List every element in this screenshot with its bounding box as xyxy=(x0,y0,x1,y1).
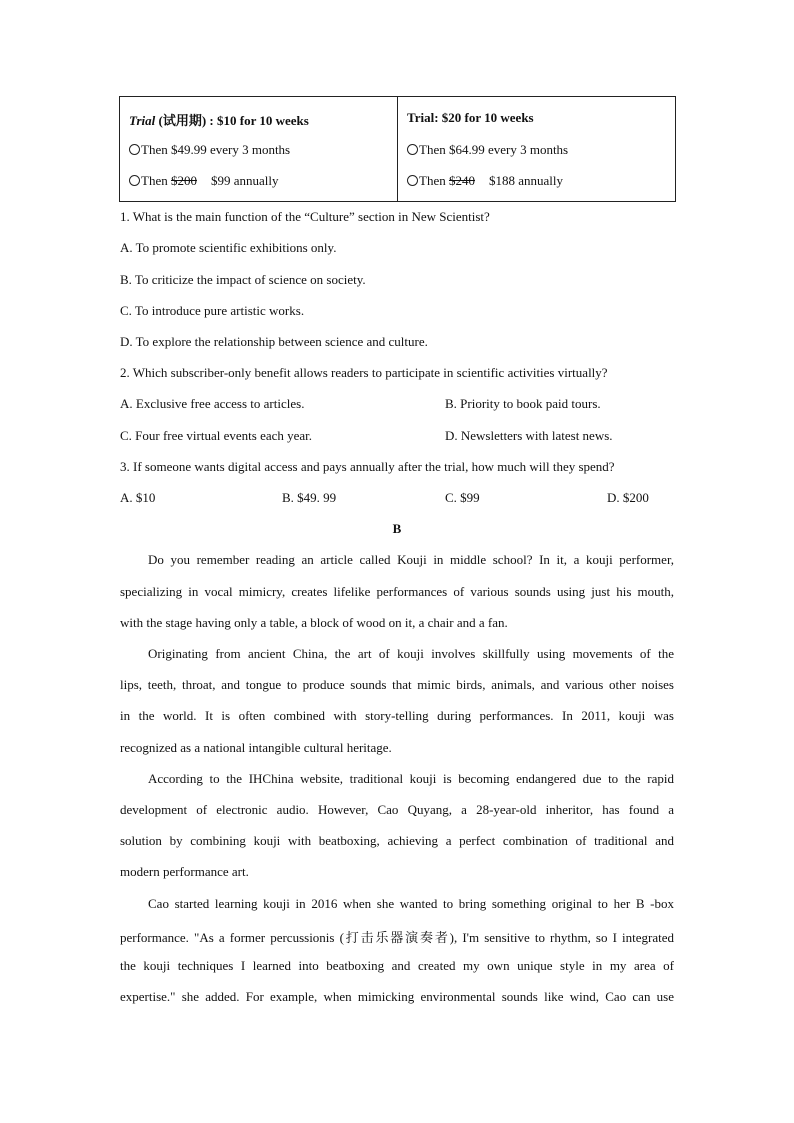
plan-heading-trial: Trial xyxy=(129,113,156,128)
answer-option: B. $49. 99 xyxy=(282,490,337,505)
passage-line: lips, teeth, throat, and tongue to produce sounds that mimic birds, animals, and various other noises xyxy=(120,677,674,692)
answer-option: C. $99 xyxy=(445,490,480,505)
pricing-plan-left xyxy=(120,97,398,202)
passage-line: specializing in vocal mimicry, creates lifelike performances of various sounds using just his mouth, xyxy=(120,584,674,599)
answer-option: B. To criticize the impact of science on society. xyxy=(120,272,366,287)
plan-option xyxy=(407,173,563,189)
passage-line: expertise." she added. For example, when mimicking environmental sounds like wind, Cao can use xyxy=(120,989,674,1004)
answer-option: C. To introduce pure artistic works. xyxy=(120,303,305,318)
plan-heading: Trial: $20 for 10 weeks xyxy=(407,110,534,125)
plan-option-label: Then $64.99 every 3 months xyxy=(419,142,569,157)
answer-option: C. Four free virtual events each year. xyxy=(120,428,313,443)
original-price-struck: $240 xyxy=(448,173,475,188)
passage-line: with the stage having only a table, a block of wood on it, a chair and a fan. xyxy=(120,615,508,630)
question-stem: 1. What is the main function of the “Culture” section in New Scientist? xyxy=(120,209,490,224)
passage-line: modern performance art. xyxy=(120,864,249,879)
discount-price: $188 annually xyxy=(488,173,563,188)
pricing-plan-right xyxy=(398,97,676,202)
original-price-struck: $200 xyxy=(170,173,197,188)
passage-line: Do you remember reading an article called Kouji in middle school? In it, a kouji performer, xyxy=(148,552,674,567)
passage-line: recognized as a national intangible cultural heritage. xyxy=(120,740,392,755)
answer-option: D. Newsletters with latest news. xyxy=(445,428,613,443)
pricing-table xyxy=(119,96,676,202)
passage-line: solution by combining kouji with beatboxing, achieving a perfect combination of traditional and xyxy=(120,833,674,848)
plan-heading xyxy=(129,110,309,129)
answer-option: D. To explore the relationship between science and culture. xyxy=(120,334,428,349)
passage-line: Originating from ancient China, the art of kouji involves skillfully using movements of the xyxy=(148,646,674,661)
answer-option: D. $200 xyxy=(607,490,649,505)
answer-option: B. Priority to book paid tours. xyxy=(445,396,601,411)
passage-line: development of electronic audio. However, Cao Quyang, a 28-year-old inheritor, has found a xyxy=(120,802,674,817)
answer-option: A. $10 xyxy=(120,490,156,505)
question-stem: 2. Which subscriber-only benefit allows readers to participate in scientific activities virtually? xyxy=(120,365,608,380)
passage-line: According to the IHChina website, traditional kouji is becoming endangered due to the rapid xyxy=(148,771,674,786)
passage-line: in the world. It is often combined with story-telling during performances. In 2011, kouji was xyxy=(120,708,674,723)
passage-line: Cao started learning kouji in 2016 when she wanted to bring something original to her B -box xyxy=(148,896,674,911)
radio-circle-icon xyxy=(129,144,140,155)
discount-price: $99 annually xyxy=(210,173,279,188)
question-stem: 3. If someone wants digital access and pays annually after the trial, how much will they spend? xyxy=(120,459,615,474)
plan-option xyxy=(129,142,290,158)
radio-circle-icon xyxy=(129,175,140,186)
plan-option xyxy=(129,173,278,189)
answer-option: A. Exclusive free access to articles. xyxy=(120,396,305,411)
plan-option-prefix: Then xyxy=(419,173,449,188)
plan-option-label: Then $49.99 every 3 months xyxy=(141,142,291,157)
passage-line: the kouji techniques I learned into beatboxing and created my own unique style in my area of xyxy=(120,958,674,973)
plan-option xyxy=(407,142,568,158)
answer-option: A. To promote scientific exhibitions only. xyxy=(120,240,337,255)
radio-circle-icon xyxy=(407,144,418,155)
passage-line: performance. "As a former percussionis (打击乐器演奏者), I'm sensitive to rhythm, so I integrated xyxy=(120,930,674,945)
plan-option-prefix: Then xyxy=(141,173,171,188)
plan-heading-detail: (试用期) : $10 for 10 weeks xyxy=(155,113,309,128)
radio-circle-icon xyxy=(407,175,418,186)
section-heading: B xyxy=(392,521,402,536)
